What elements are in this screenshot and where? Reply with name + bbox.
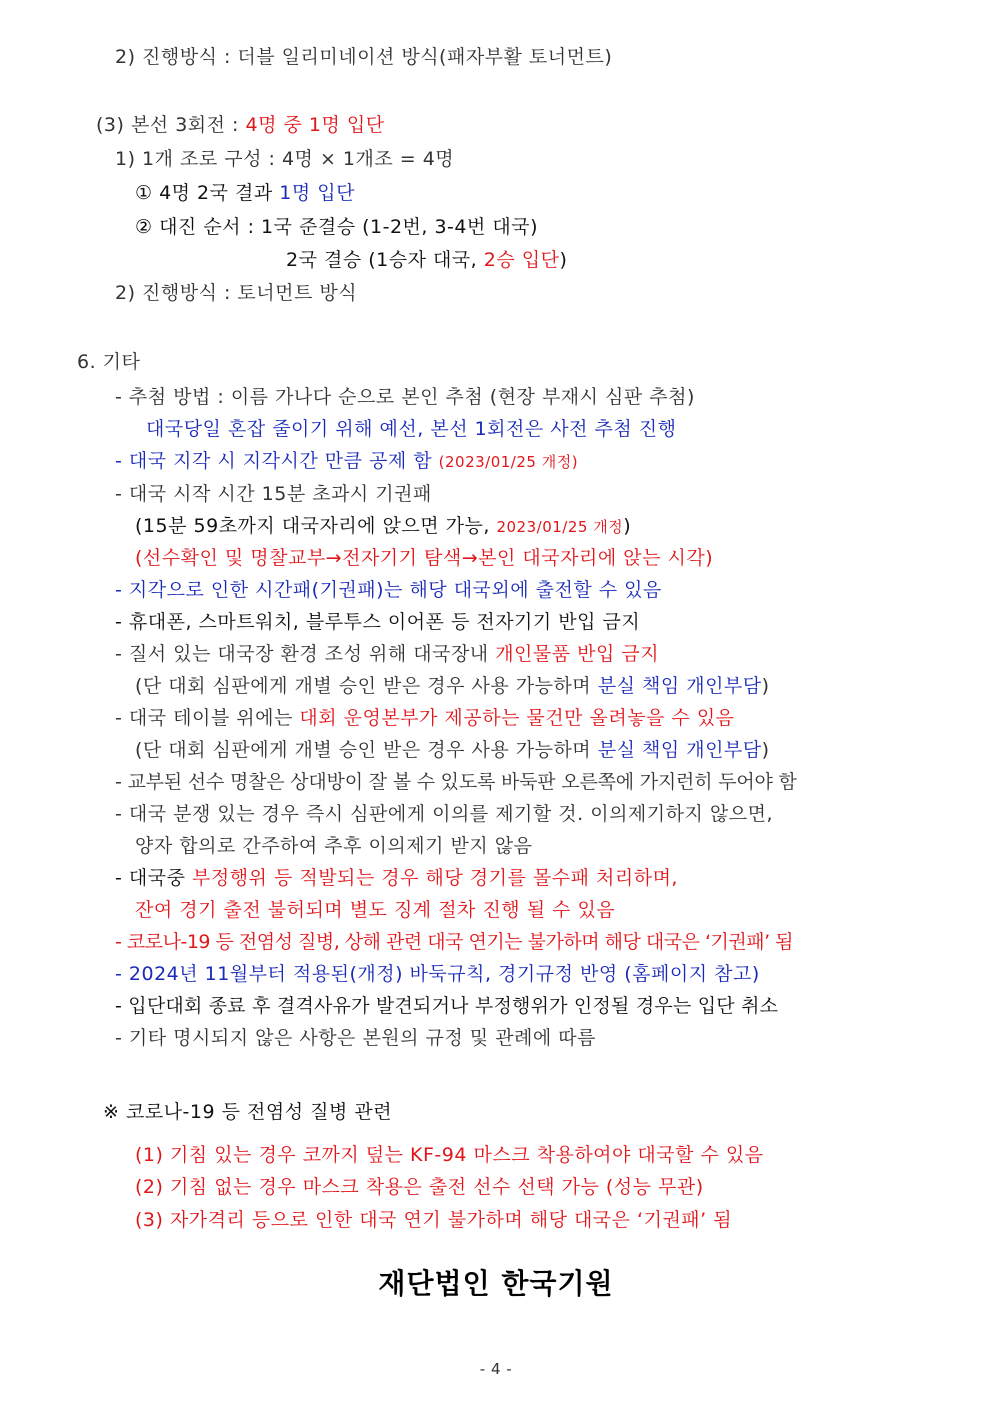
etc-line-11-highlight: 대회 운영본부가 제공하는 물건만 올려놓을 수 있음 [299, 707, 735, 729]
etc-line-12-highlight: 분실 책임 개인부담 [597, 739, 762, 761]
round3-title-highlight: 4명 중 1명 입단 [245, 114, 385, 136]
round3-method: 2) 진행방식 : 토너먼트 방식 [115, 282, 358, 304]
section-6-title: 6. 기타 [77, 351, 141, 373]
covid-item-2: (2) 기침 없는 경우 마스크 착용은 출전 선수 선택 가능 (성능 무관) [135, 1176, 704, 1198]
covid-item-1: (1) 기침 있는 경우 코까지 덮는 KF-94 마스크 착용하여야 대국할 수 있음 [135, 1144, 764, 1166]
etc-line-3-text: - 대국 지각 시 지각시간 만큼 공제 함 [115, 450, 439, 472]
etc-line-15: 양자 합의로 간주하여 추후 이의제기 받지 않음 [135, 835, 533, 857]
etc-line-12-close: ) [761, 739, 770, 761]
etc-line-5-close: ) [623, 515, 632, 537]
etc-line-5-note: 2023/01/25 개정 [496, 518, 624, 536]
etc-line-17: 잔여 경기 출전 불허되며 별도 징계 절차 진행 될 수 있음 [135, 899, 616, 921]
etc-line-2: 대국당일 혼잡 줄이기 위해 예선, 본선 1회전은 사전 추첨 진행 [146, 418, 677, 440]
etc-line-3 [115, 448, 578, 475]
etc-line-11-text: - 대국 테이블 위에는 [115, 707, 300, 729]
round3-condition-3 [286, 247, 567, 273]
etc-line-10-close: ) [761, 675, 770, 697]
etc-line-13: - 교부된 선수 명찰은 상대방이 잘 볼 수 있도록 바둑판 오른쪽에 가지런히 두어야 함 [115, 771, 797, 793]
covid-item-3: (3) 자가격리 등으로 인한 대국 연기 불가하며 해당 대국은 ‘기권패’ 됨 [135, 1209, 733, 1231]
round3-title [96, 112, 385, 138]
etc-line-1: - 추첨 방법 : 이름 가나다 순으로 본인 추첨 (현장 부재시 심판 추첨) [115, 386, 695, 408]
round2-method: 2) 진행방식 : 더블 일리미네이션 방식(패자부활 토너먼트) [115, 46, 613, 68]
etc-line-12 [135, 737, 770, 763]
round3-condition-3-highlight: 2승 입단 [483, 249, 560, 271]
etc-line-12-text: (단 대회 심판에게 개별 승인 받은 경우 사용 가능하며 [135, 739, 598, 761]
etc-line-19: - 2024년 11월부터 적용된(개정) 바둑규칙, 경기규정 반영 (홈페이지 참고) [115, 963, 760, 985]
etc-line-5-text: (15분 59초까지 대국자리에 앉으면 가능, [135, 515, 497, 537]
covid-section-title: ※ 코로나-19 등 전염성 질병 관련 [103, 1101, 393, 1123]
etc-line-9 [115, 641, 659, 667]
etc-line-3-note: (2023/01/25 개정) [438, 453, 579, 471]
round3-condition-1-label: ① 4명 2국 결과 [135, 182, 280, 204]
etc-line-9-text: - 질서 있는 대국장 환경 조성 위해 대국장내 [115, 643, 496, 665]
etc-line-7: - 지각으로 인한 시간패(기권패)는 해당 대국외에 출전할 수 있음 [115, 579, 662, 601]
etc-line-9-highlight: 개인물품 반입 금지 [495, 643, 660, 665]
etc-line-8: - 휴대폰, 스마트워치, 블루투스 이어폰 등 전자기기 반입 금지 [115, 611, 641, 633]
round3-condition-3-label: 2국 결승 (1승자 대국, [286, 249, 484, 271]
round3-composition: 1) 1개 조로 구성 : 4명 × 1개조 = 4명 [115, 148, 455, 170]
round3-condition-1 [135, 180, 355, 206]
round3-title-label: (3) 본선 3회전 : [96, 114, 246, 136]
etc-line-21: - 기타 명시되지 않은 사항은 본원의 규정 및 관례에 따름 [115, 1027, 597, 1049]
etc-line-10-highlight: 분실 책임 개인부담 [597, 675, 762, 697]
page-number: - 4 - [479, 1360, 513, 1378]
organization-name: 재단법인 한국기원 [378, 1267, 614, 1300]
round3-condition-3-close: ) [559, 249, 568, 271]
etc-line-10 [135, 673, 770, 699]
etc-line-18: - 코로나-19 등 전염성 질병, 상해 관련 대국 연기는 불가하며 해당 대국은 ‘기권패’ 됨 [115, 931, 793, 953]
etc-line-11 [115, 705, 735, 731]
etc-line-6: (선수확인 및 명찰교부→전자기기 탐색→본인 대국자리에 앉는 시각) [135, 547, 714, 569]
etc-line-14: - 대국 분쟁 있는 경우 즉시 심판에게 이의를 제기할 것. 이의제기하지 않으면, [115, 803, 773, 825]
etc-line-5 [135, 513, 631, 540]
etc-line-16 [115, 865, 678, 891]
etc-line-16-highlight: 부정행위 등 적발되는 경우 해당 경기를 몰수패 처리하며, [192, 867, 678, 889]
etc-line-10-text: (단 대회 심판에게 개별 승인 받은 경우 사용 가능하며 [135, 675, 598, 697]
etc-line-16-text: - 대국중 [115, 867, 192, 889]
round3-condition-1-highlight: 1명 입단 [279, 182, 355, 204]
etc-line-4: - 대국 시작 시간 15분 초과시 기권패 [115, 483, 432, 505]
etc-line-20: - 입단대회 종료 후 결격사유가 발견되거나 부정행위가 인정될 경우는 입단 취소 [115, 995, 779, 1017]
round3-condition-2: ② 대진 순서 : 1국 준결승 (1-2번, 3-4번 대국) [135, 216, 539, 238]
